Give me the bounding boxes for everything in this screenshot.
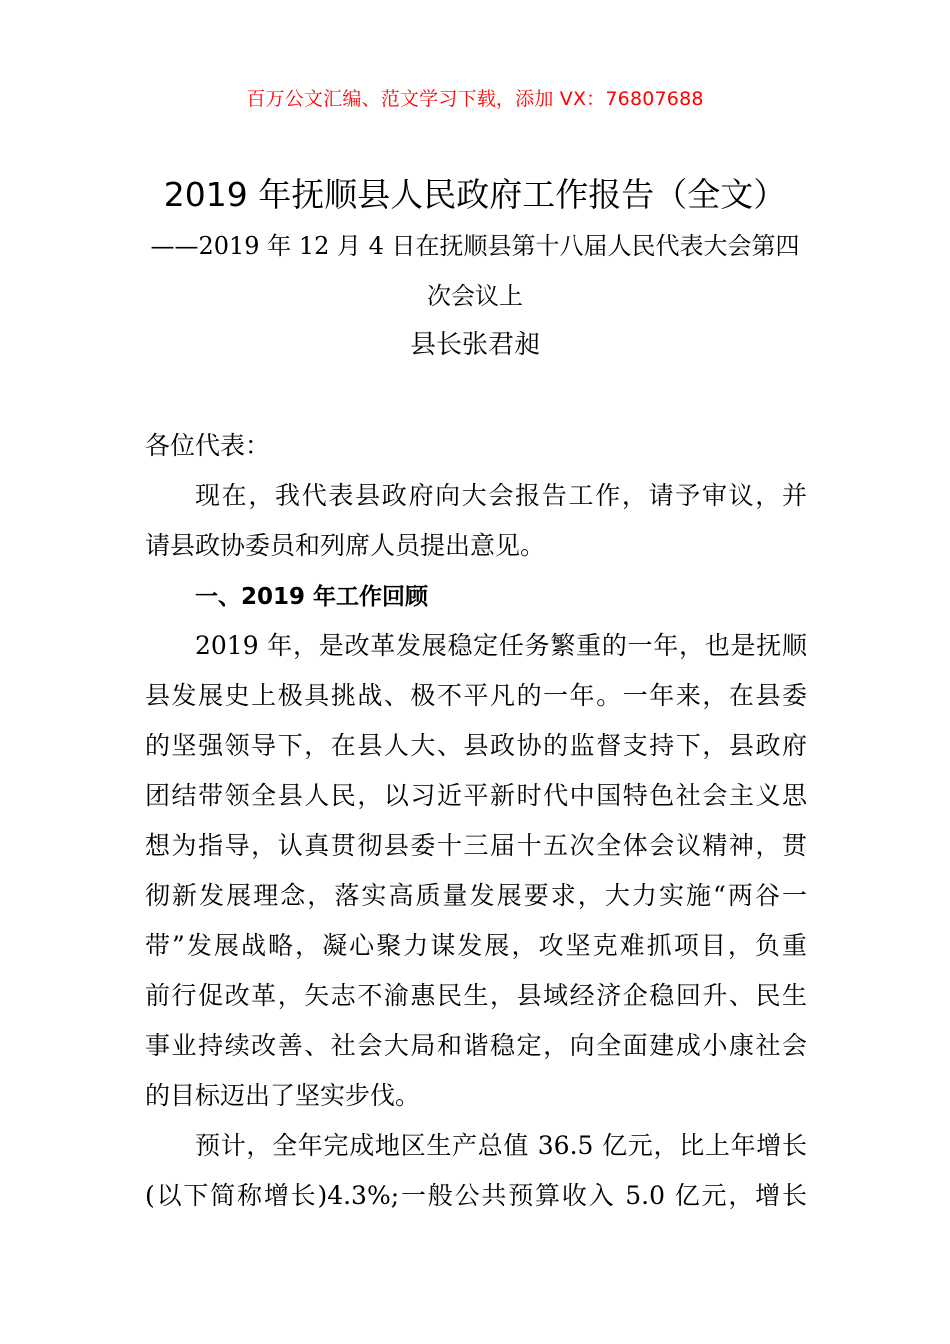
subtitle-line-1: ——2019 年 12 月 4 日在抚顺县第十八届人民代表大会第四: [150, 232, 800, 260]
intro-line-1: 现在，我代表县政府向大会报告工作，请予审议，并: [195, 481, 807, 510]
review-line: 事业持续改善、社会大局和谐稳定，向全面建成小康社会: [145, 1031, 807, 1060]
review-line: 2019 年，是改革发展稳定任务繁重的一年，也是抚顺: [195, 631, 807, 660]
section-heading: 一、2019 年工作回顾: [195, 584, 429, 610]
review-line: 彻新发展理念，落实高质量发展要求，大力实施“两谷一: [145, 881, 807, 910]
forecast-line: (以下简称增长)4.3%;一般公共预算收入 5.0 亿元，增长: [145, 1181, 807, 1210]
subtitle-line-2: 次会议上: [427, 282, 523, 310]
salutation: 各位代表：: [145, 431, 271, 460]
review-line: 带”发展战略，凝心聚力谋发展，攻坚克难抓项目，负重: [145, 931, 807, 960]
author-line: 县长张君昶: [409, 330, 540, 360]
review-line: 前行促改革，矢志不渝惠民生，县域经济企稳回升、民生: [145, 981, 807, 1010]
review-line: 想为指导，认真贯彻县委十三届十五次全体会议精神，贯: [145, 831, 807, 860]
intro-line-2: 请县政协委员和列席人员提出意见。: [145, 531, 546, 560]
review-line: 的坚强领导下，在县人大、县政协的监督支持下，县政府: [145, 731, 807, 760]
report-title: 2019 年抚顺县人民政府工作报告（全文）: [163, 175, 787, 214]
review-line: 县发展史上极具挑战、极不平凡的一年。一年来，在县委: [145, 681, 807, 710]
review-line: 的目标迈出了坚实步伐。: [145, 1081, 421, 1110]
download-banner: 百万公文汇编、范文学习下载，添加 VX：76807688: [246, 88, 704, 110]
forecast-line: 预计，全年完成地区生产总值 36.5 亿元，比上年增长: [195, 1131, 807, 1160]
review-line: 团结带领全县人民，以习近平新时代中国特色社会主义思: [145, 781, 807, 810]
